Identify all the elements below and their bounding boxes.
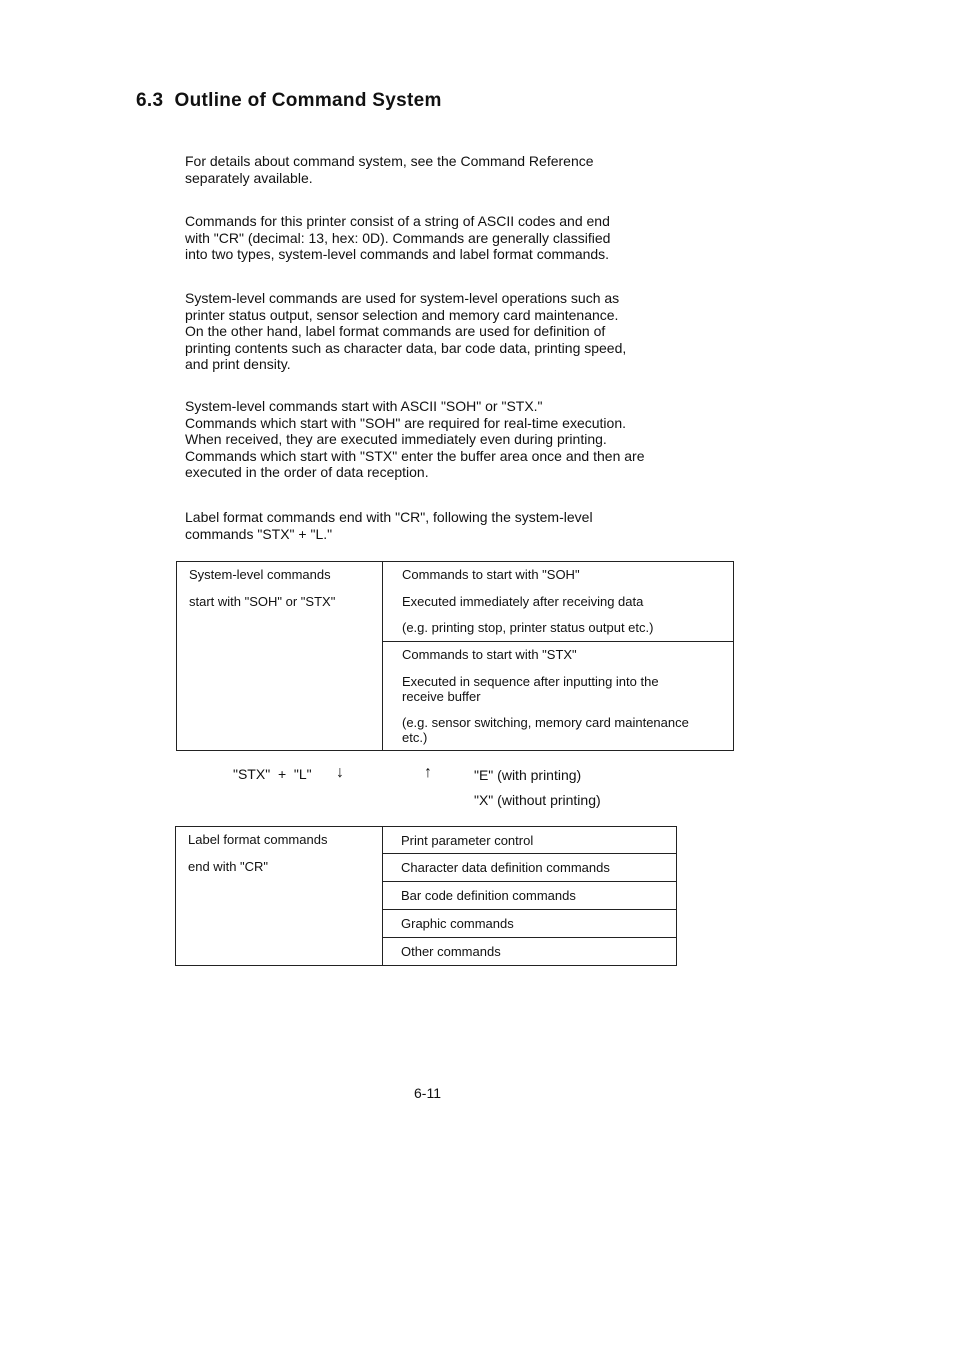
stx-commands-cell <box>382 641 734 751</box>
section-heading <box>136 90 442 112</box>
text-line: Commands which start with "SOH" are required for real-time execution. <box>185 414 626 431</box>
soh-description: Executed immediately after receiving data <box>402 594 644 609</box>
section-number: 6.3 <box>136 90 164 111</box>
text-line: printing contents such as character data, bar code data, printing speed, <box>185 339 627 356</box>
label-line: end with "CR" <box>188 859 269 874</box>
print-parameter-control-row: Print parameter control <box>382 826 677 854</box>
paragraph-2 <box>185 213 705 263</box>
paragraph-1 <box>185 153 705 186</box>
label-format-label <box>188 826 327 880</box>
text-line: printer status output, sensor selection and memory card maintenance. <box>185 306 619 323</box>
text-line: into two types, system-level commands and label format commands. <box>185 246 610 262</box>
page-number: 6-11 <box>414 1085 441 1101</box>
section-title: Outline of Command System <box>174 90 442 111</box>
system-level-label <box>189 561 335 615</box>
stx-example: etc.) <box>402 730 428 745</box>
character-data-definition-row: Character data definition commands <box>382 854 677 882</box>
text-line: For details about command system, see the Command Reference <box>185 153 594 169</box>
stx-example: (e.g. sensor switching, memory card maintenance <box>402 715 689 730</box>
up-arrow-icon: ↑ <box>424 764 432 781</box>
paragraph-3 <box>185 290 705 373</box>
text-line: with "CR" (decimal: 13, hex: 0D). Commands are generally classified <box>185 229 611 246</box>
bar-code-definition-row: Bar code definition commands <box>382 882 677 910</box>
stx-title: Commands to start with "STX" <box>402 647 577 662</box>
text-line: When received, they are executed immediately even during printing. <box>185 431 607 447</box>
soh-example: (e.g. printing stop, printer status output etc.) <box>402 620 654 635</box>
text-line: On the other hand, label format commands are used for definition of <box>185 323 606 339</box>
text-line: Label format commands end with "CR", following the system-level <box>185 509 593 525</box>
label-line: System-level commands <box>189 567 331 582</box>
paragraph-4 <box>185 398 705 481</box>
text-line: commands "STX" + "L." <box>185 525 333 542</box>
e-with-printing-label: "E" (with printing) <box>474 767 582 783</box>
text-line: executed in the order of data reception. <box>185 464 429 480</box>
label-line: start with "SOH" or "STX" <box>189 594 336 609</box>
soh-commands-cell <box>382 561 734 642</box>
down-arrow-icon: ↓ <box>336 764 344 781</box>
text-line: separately available. <box>185 169 313 186</box>
soh-title: Commands to start with "SOH" <box>402 567 580 582</box>
stx-description: Executed in sequence after inputting into the <box>402 674 659 689</box>
stx-description: receive buffer <box>402 689 481 704</box>
text-line: Commands for this printer consist of a string of ASCII codes and end <box>185 213 610 229</box>
label-line: Label format commands <box>188 832 328 847</box>
other-commands-row: Other commands <box>382 938 677 966</box>
text-line: System-level commands start with ASCII "SOH" or "STX." <box>185 398 543 414</box>
text-line: System-level commands are used for system-level operations such as <box>185 290 620 306</box>
graphic-commands-row: Graphic commands <box>382 910 677 938</box>
paragraph-5 <box>185 509 705 542</box>
stx-plus-l-label: "STX" + "L" <box>233 766 312 782</box>
x-without-printing-label: "X" (without printing) <box>474 792 601 808</box>
text-line: Commands which start with "STX" enter the buffer area once and then are <box>185 447 645 464</box>
text-line: and print density. <box>185 356 291 372</box>
